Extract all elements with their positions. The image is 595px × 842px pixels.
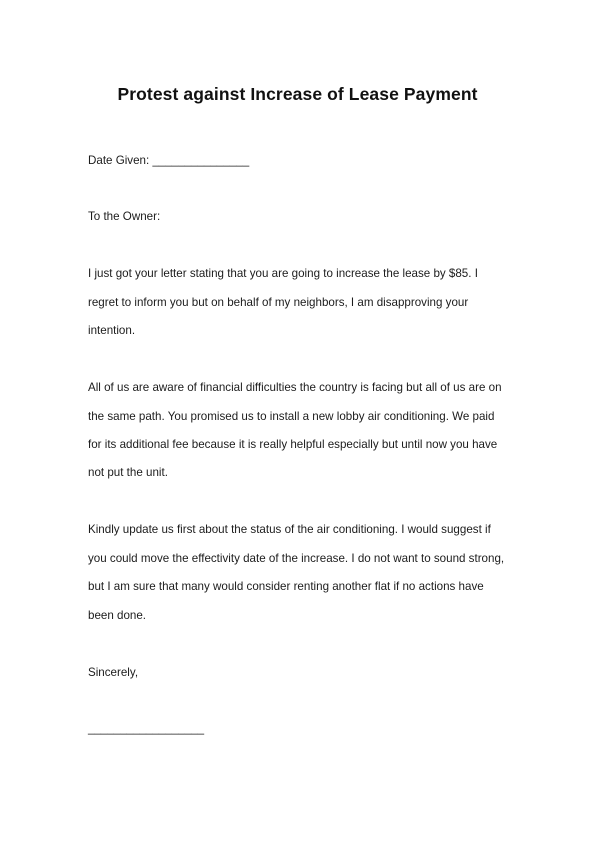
paragraph-3-line-3: but I am sure that many would consider renting another flat if no actions have xyxy=(88,580,484,593)
paragraph-2-line-1: All of us are aware of financial difficulties the country is facing but all of us are on xyxy=(88,381,502,394)
paragraph-1-line-2: regret to inform you but on behalf of my neighbors, I am disapproving your xyxy=(88,296,469,309)
paragraph-1-line-1: I just got your letter stating that you are going to increase the lease by $85. I xyxy=(88,267,478,280)
paragraph-2-line-3: for its additional fee because it is really helpful especially but until now you have xyxy=(88,438,498,451)
paragraph-3-line-4: been done. xyxy=(88,609,147,622)
salutation: To the Owner: xyxy=(88,210,161,223)
paragraph-2-line-2: the same path. You promised us to install a new lobby air conditioning. We paid xyxy=(88,410,495,423)
signature-line: __________________ xyxy=(88,722,205,735)
paragraph-1-line-3: intention. xyxy=(88,324,136,337)
paragraph-3-line-2: you could move the effectivity date of the increase. I do not want to sound strong, xyxy=(88,552,505,565)
paragraph-2-line-4: not put the unit. xyxy=(88,466,168,479)
closing: Sincerely, xyxy=(88,666,139,679)
date-given-line: Date Given: _______________ xyxy=(88,154,250,167)
paragraph-3-line-1: Kindly update us first about the status of the air conditioning. I would suggest if xyxy=(88,523,491,536)
document-title: Protest against Increase of Lease Payment xyxy=(117,84,478,104)
